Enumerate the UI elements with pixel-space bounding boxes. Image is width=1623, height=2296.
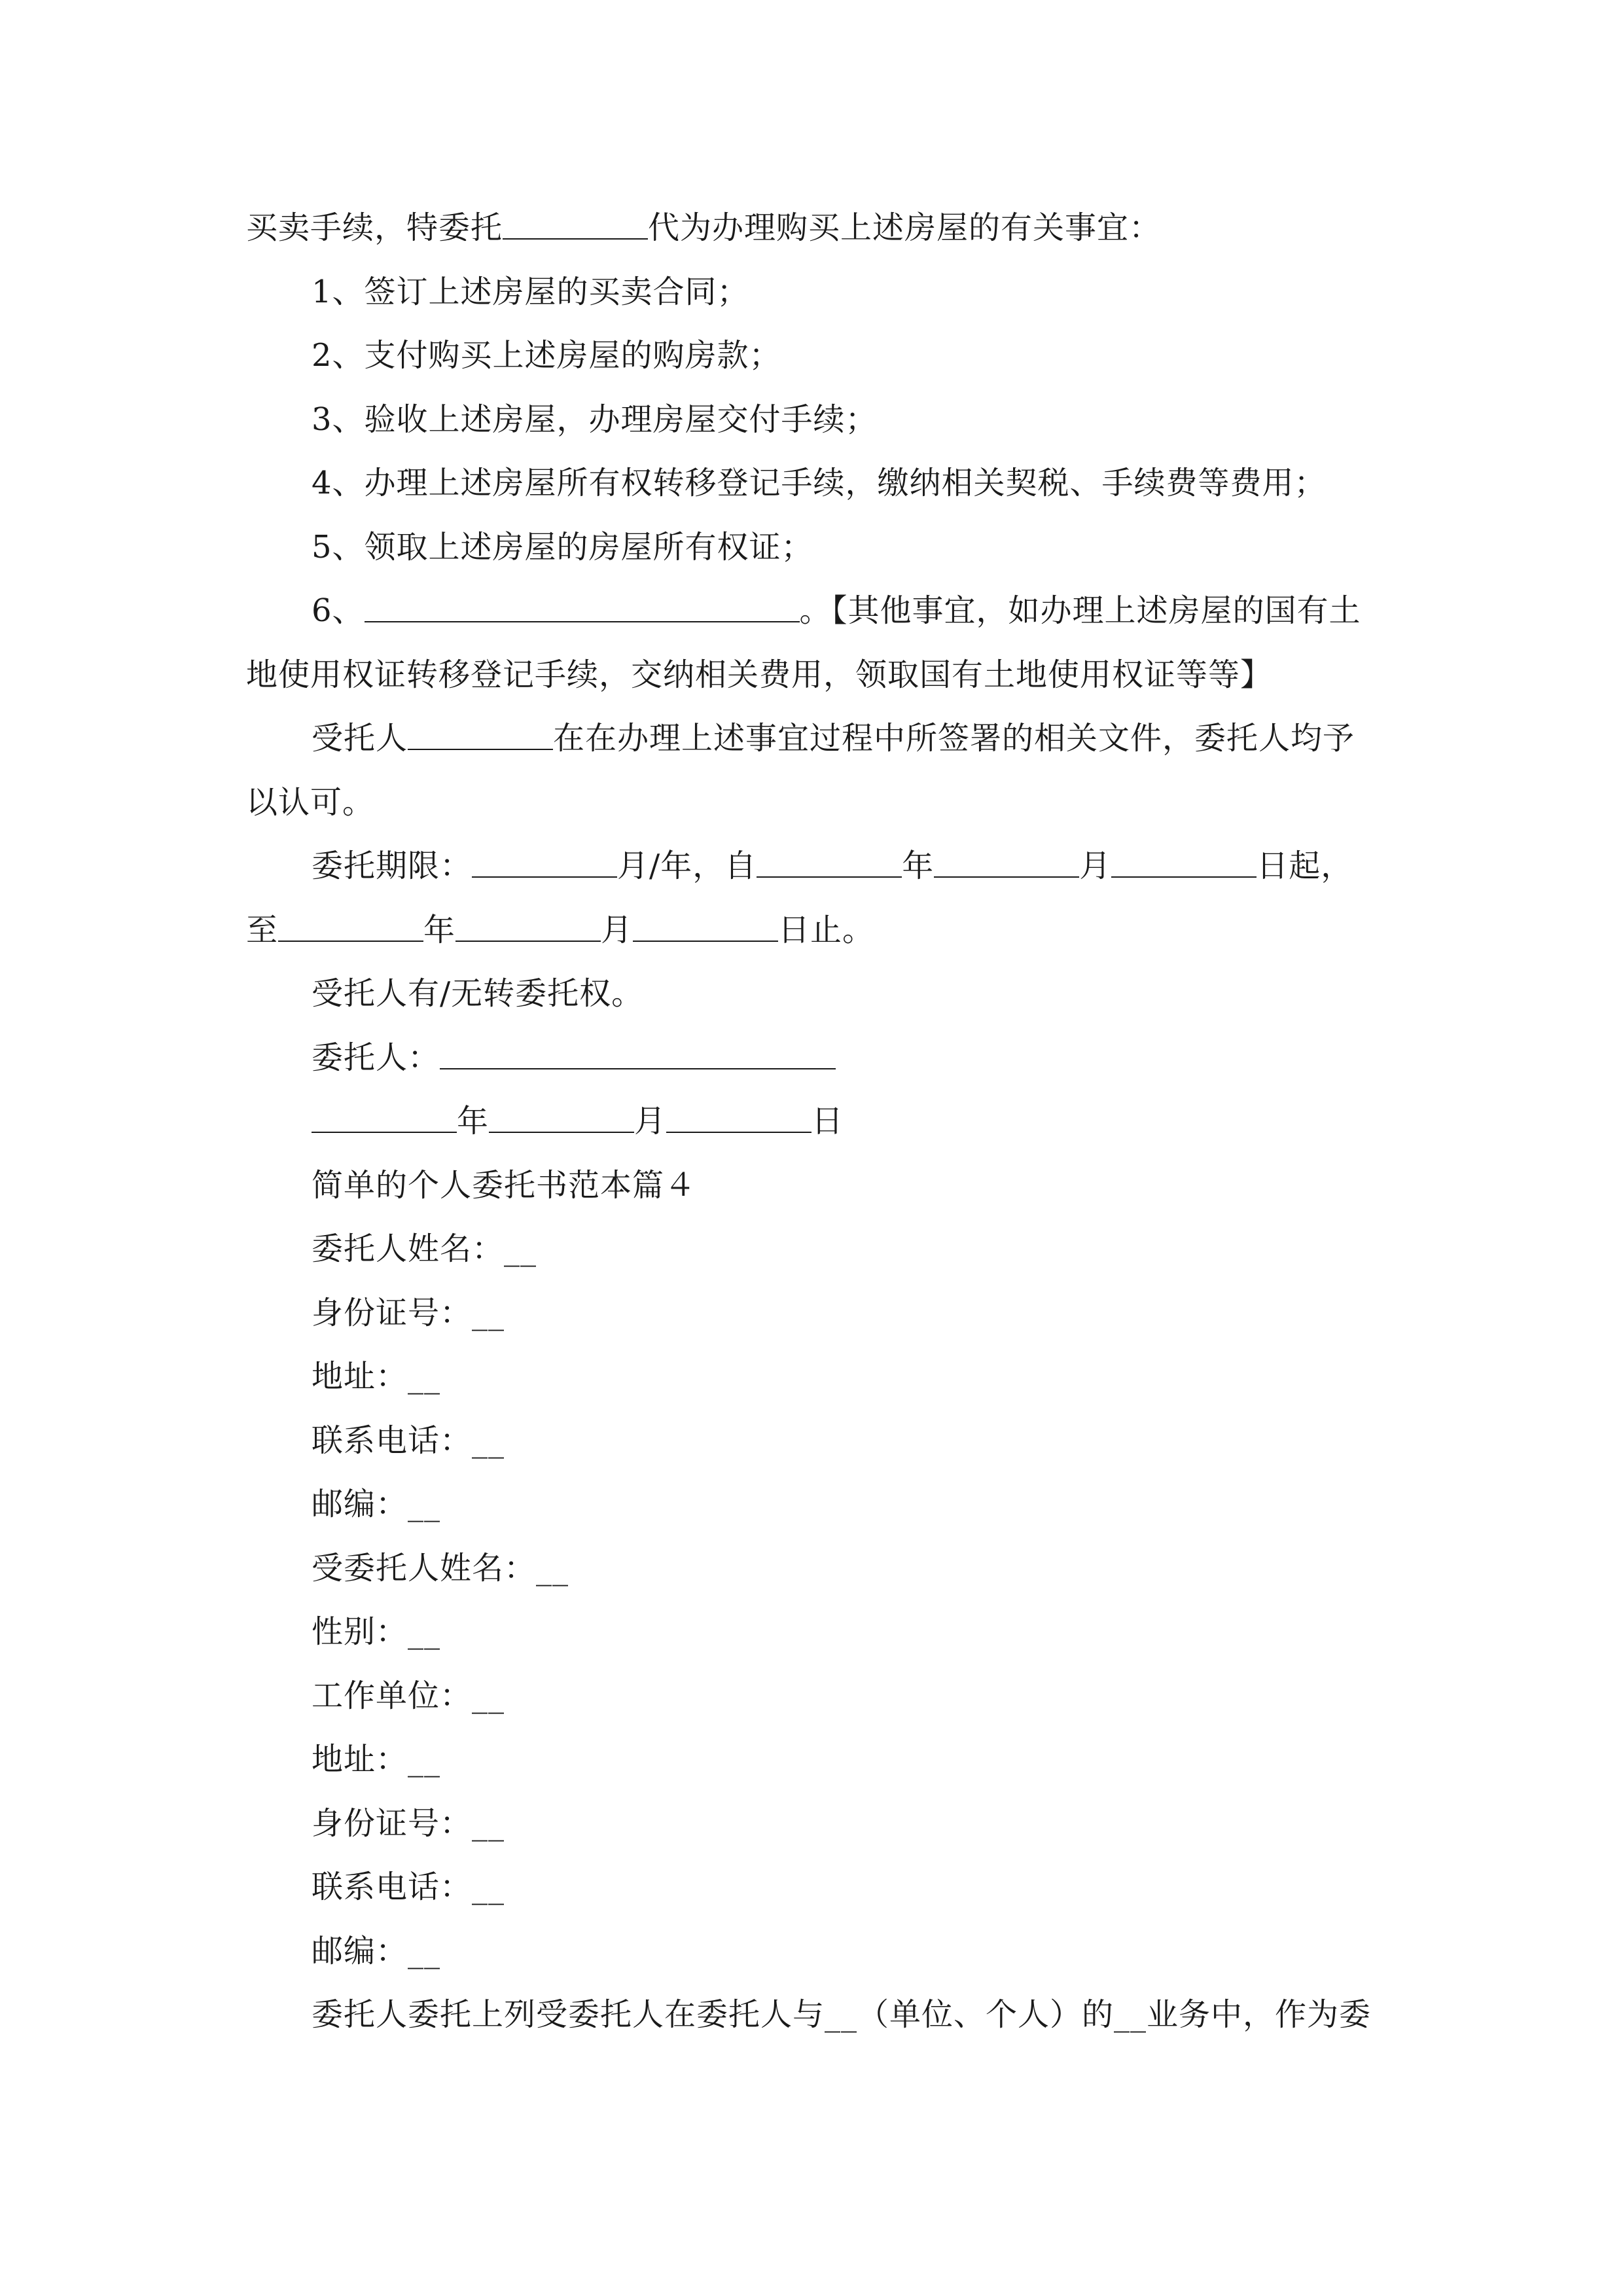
paragraph-transfer-right: 受托人有/无转委托权。 — [312, 975, 644, 1012]
text: 至 — [246, 911, 279, 948]
field-agent-address: 地址：__ — [312, 1741, 441, 1778]
blank-agent-name — [503, 212, 648, 240]
text: 日起， — [1257, 848, 1353, 884]
text: 6、 — [312, 592, 365, 629]
blank-end-day — [633, 914, 778, 942]
blank-principal-signature — [440, 1042, 836, 1069]
paragraph-period-line1 — [246, 834, 1380, 899]
list-item-6 — [246, 579, 1380, 707]
list-item-4: 4、办理上述房屋所有权转移登记手续，缴纳相关契税、手续费等费用； — [312, 465, 1327, 501]
field-principal-id: 身份证号：__ — [312, 1294, 505, 1331]
text: 年 — [423, 911, 456, 948]
blank-start-year — [757, 850, 902, 878]
text: 委托期限： — [312, 848, 473, 884]
text: 受托人 — [312, 720, 408, 757]
paragraph-commission: 委托人委托上列受委托人在委托人与__（单位、个人）的__业务中，作为委 — [312, 1996, 1372, 2033]
text: 委托人： — [312, 1039, 440, 1076]
list-item-5: 5、领取上述房屋的房屋所有权证； — [312, 528, 813, 565]
text: 代为办理购买上述房屋的有关事宜： — [648, 209, 1162, 246]
field-principal-phone: 联系电话：__ — [312, 1422, 505, 1459]
text: 年 — [457, 1103, 490, 1139]
text: 日 — [812, 1103, 844, 1139]
blank-end-year — [278, 914, 423, 942]
field-principal-name: 委托人姓名：__ — [312, 1230, 537, 1267]
paragraph-delegation-intro — [246, 196, 1380, 260]
blank-agent — [408, 723, 553, 750]
paragraph-acceptance — [246, 707, 1380, 834]
field-principal-postcode: 邮编：__ — [312, 1486, 441, 1522]
field-agent-phone: 联系电话：__ — [312, 1869, 505, 1905]
text: 。【其他事宜，如办理上述房屋的国有土地使用权证转移登记手续，交纳相关费用，领取国有土地使用权证等等】 — [246, 592, 1361, 693]
field-agent-name: 受委托人姓名：__ — [312, 1549, 569, 1587]
signature-principal — [246, 1026, 1380, 1090]
list-item-1: 1、签订上述房屋的买卖合同； — [312, 273, 749, 310]
field-agent-id: 身份证号：__ — [312, 1804, 505, 1842]
signature-date — [246, 1090, 1380, 1154]
blank-start-day — [1111, 850, 1257, 878]
text: 年 — [902, 848, 935, 884]
text: 月 — [1079, 848, 1112, 884]
list-item-2: 2、支付购买上述房屋的购房款； — [312, 337, 781, 374]
paragraph-period-line2 — [246, 899, 1380, 963]
blank-sign-year — [312, 1105, 457, 1133]
section-title: 简单的个人委托书范本篇４ — [312, 1166, 697, 1204]
text: 日止。 — [778, 911, 875, 948]
blank-period — [472, 850, 617, 878]
text: 月/年，自 — [617, 848, 757, 884]
blank-end-month — [455, 914, 601, 942]
text: 月 — [634, 1103, 667, 1139]
blank-start-month — [934, 850, 1079, 878]
blank-sign-day — [666, 1105, 812, 1133]
blank-sign-month — [489, 1105, 634, 1133]
text: 在在办理上述事宜过程中所签署的相关文件，委托人均予以认可。 — [246, 720, 1355, 821]
field-agent-postcode: 邮编：__ — [312, 1932, 441, 1969]
field-agent-gender: 性别：__ — [312, 1613, 441, 1650]
text: 月 — [601, 911, 633, 948]
blank-other-matters — [365, 595, 800, 622]
text: 买卖手续，特委托 — [246, 209, 503, 246]
document-body — [246, 196, 1380, 2047]
field-principal-address: 地址：__ — [312, 1358, 441, 1395]
list-item-3: 3、验收上述房屋，办理房屋交付手续； — [312, 401, 878, 438]
field-agent-workplace: 工作单位：__ — [312, 1677, 505, 1714]
